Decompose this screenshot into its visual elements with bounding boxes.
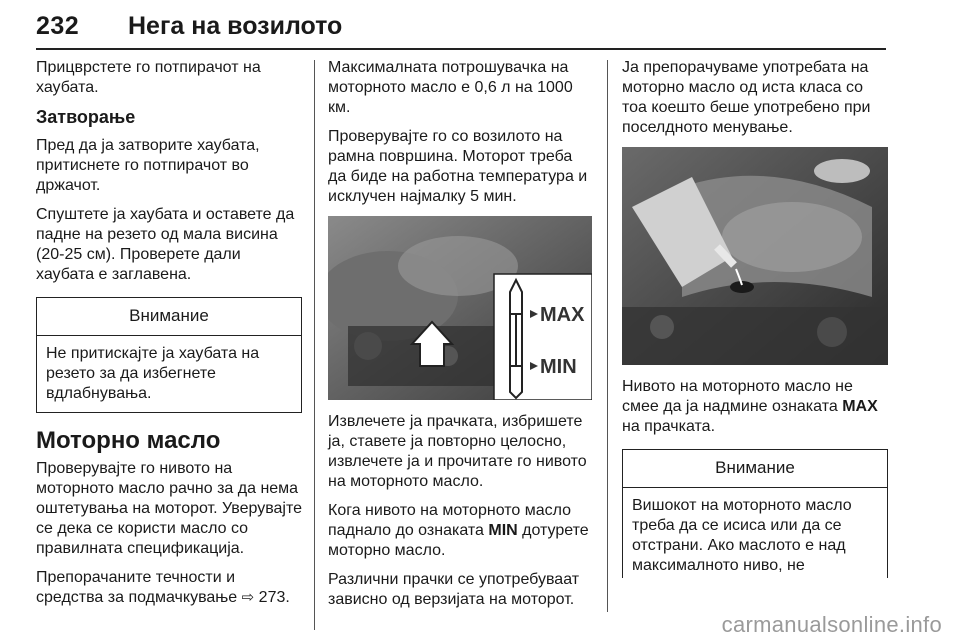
column-3 (622, 58, 888, 588)
max-mark-label: MAX (540, 304, 585, 326)
caution-title: Внимание (623, 450, 887, 488)
page-header (36, 12, 886, 52)
watermark: carmanualsonline.info (721, 612, 942, 637)
paragraph: Ја препорачуваме употребата на моторно масло од иста класа со тоа коешто беше употребено при поселдното менување. (622, 59, 871, 136)
header-rule (36, 48, 886, 50)
caution-title: Внимание (37, 298, 301, 336)
oil-cap-icon (814, 159, 870, 183)
engine-dipstick-illustration (328, 216, 592, 400)
text-span: дотурете моторно масло. (328, 522, 589, 559)
oil-filling-illustration (622, 147, 888, 365)
section-title-engine-oil: Моторно масло (36, 427, 221, 454)
paragraph: Проверувајте го нивото на моторното масло рачно за да нема оштетувања на моторот. Уверувајте се дека се користи масло со правилната спецификација. (36, 460, 303, 557)
paragraph: Проверувајте го со возилото на рамна површина. Моторот треба да биде на работна температура и исклучен најмалку 5 мин. (328, 128, 588, 205)
min-mark-label: MIN (540, 356, 577, 378)
min-mark-text: MIN (488, 522, 518, 539)
oil-filling-figure (622, 147, 888, 365)
column-2 (328, 58, 592, 619)
column-divider-2 (607, 60, 608, 612)
caution-box (36, 297, 302, 413)
caution-box (622, 449, 888, 578)
column-1 (36, 58, 302, 617)
chapter-title: Нега на возилото (128, 12, 343, 40)
text-span: на прачката. (622, 418, 716, 435)
paragraph: Различни прачки се употребуваат зависно од верзијата на моторот. (328, 571, 580, 608)
caution-text: Вишокот на моторното масло треба да се исиса или да се отстрани. Ако маслото е над максималното ниво, не (632, 497, 852, 574)
paragraph-reference (36, 568, 302, 608)
paragraph-max (622, 377, 888, 437)
paragraph: Извлечете ја прачката, избришете ја, ставете ја повторно целосно, извлечете ја и прочитате го нивото на моторното масло. (328, 413, 587, 490)
subheading-closing: Затворање (36, 107, 136, 127)
column-divider-1 (314, 60, 315, 630)
reference-text: Препорачаните течности и средства за подмачкување (36, 569, 238, 606)
page-ref-icon: ⇨ (241, 589, 255, 606)
paragraph: Максималната потрошувачка на моторното масло е 0,6 л на 1000 км. (328, 59, 573, 116)
paragraph: Прицврстете го потпирачот на хаубата. (36, 59, 261, 96)
paragraph-min (328, 501, 592, 561)
paragraph: Пред да ја затворите хаубата, притиснете го потпирачот во држачот. (36, 137, 260, 194)
max-mark-text: MAX (842, 398, 878, 415)
text-span: Кога нивото на моторното масло паднало до ознаката (328, 502, 572, 539)
dipstick-figure (328, 216, 592, 400)
page-number: 232 (36, 12, 80, 40)
paragraph: Спуштете ја хаубата и оставете да падне на резето од мала висина (20-25 см). Проверете дали хаубата е заглавена. (36, 206, 295, 283)
text-span: Нивото на моторното масло не смее да ја надмине ознаката (622, 378, 853, 415)
page-ref-number[interactable]: 273. (258, 589, 290, 606)
caution-text: Не притискајте ја хаубата на резето за да избегнете вдлабнувања. (46, 345, 260, 402)
